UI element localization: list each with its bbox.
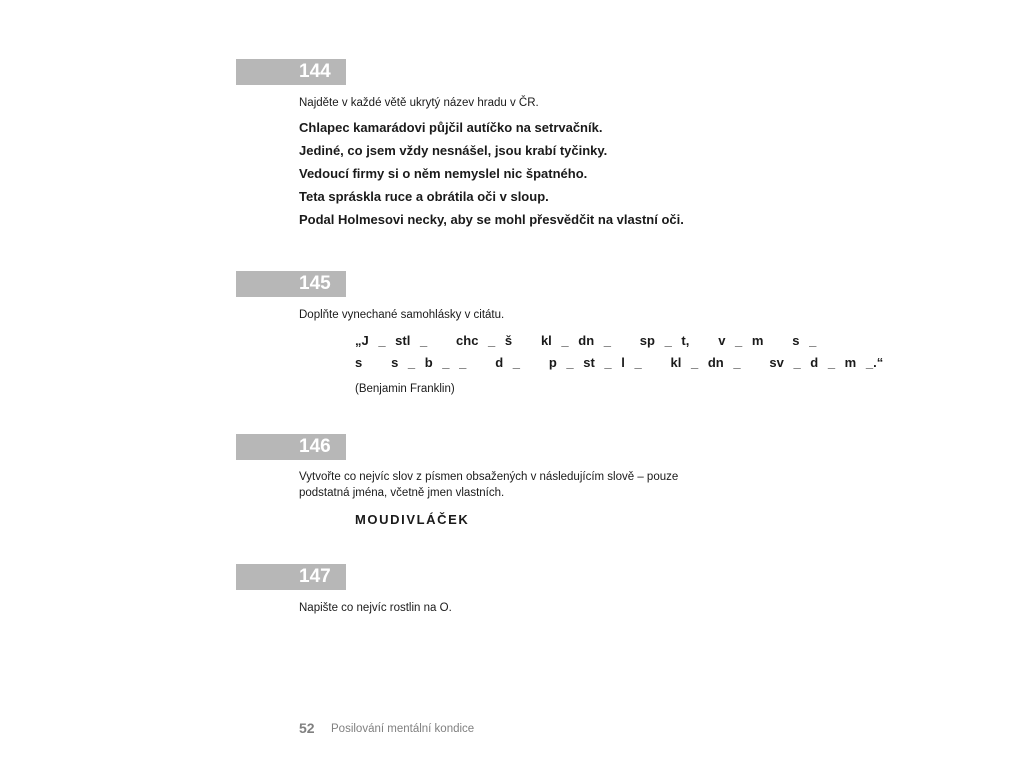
quote-line-2: s s _ b _ _ d _ p _ st _ l _ kl _ dn _ sv _ d _ m _.“ [355,355,884,370]
exercise-instruction-line-2: podstatná jména, včetně jmen vlastních. [299,487,505,499]
exercise-instruction-line-1: Vytvořte co nejvíc slov z písmen obsažených v následujícím slově – pouze [299,471,679,483]
exercise-number: 146 [299,436,331,457]
exercise-instruction: Napište co nejvíc rostlin na O. [299,602,452,614]
page-number: 52 [299,720,315,736]
quote-line-1: „J _ stl _ chc _ š kl _ dn _ sp _ t, v _ m s _ [355,333,817,348]
sentence-line: Podal Holmesovi necky, aby se mohl přesvědčit na vlastní oči. [299,212,684,227]
source-word: MOUDIVLÁČEK [355,512,470,527]
sentence-line: Chlapec kamarádovi půjčil autíčko na setrvačník. [299,120,603,135]
sentence-line: Vedoucí firmy si o něm nemyslel nic špatného. [299,166,588,181]
sentence-line: Teta spráskla ruce a obrátila oči v sloup. [299,189,549,204]
exercise-number: 147 [299,566,331,587]
quote-author: (Benjamin Franklin) [355,383,455,395]
exercise-number: 144 [299,61,331,82]
exercise-number: 145 [299,273,331,294]
exercise-instruction: Doplňte vynechané samohlásky v citátu. [299,309,505,321]
sentence-line: Jediné, co jsem vždy nesnášel, jsou krabí tyčinky. [299,143,608,158]
book-title: Posilování mentální kondice [331,723,475,735]
exercise-instruction: Najděte v každé větě ukrytý název hradu v ČR. [299,97,539,109]
